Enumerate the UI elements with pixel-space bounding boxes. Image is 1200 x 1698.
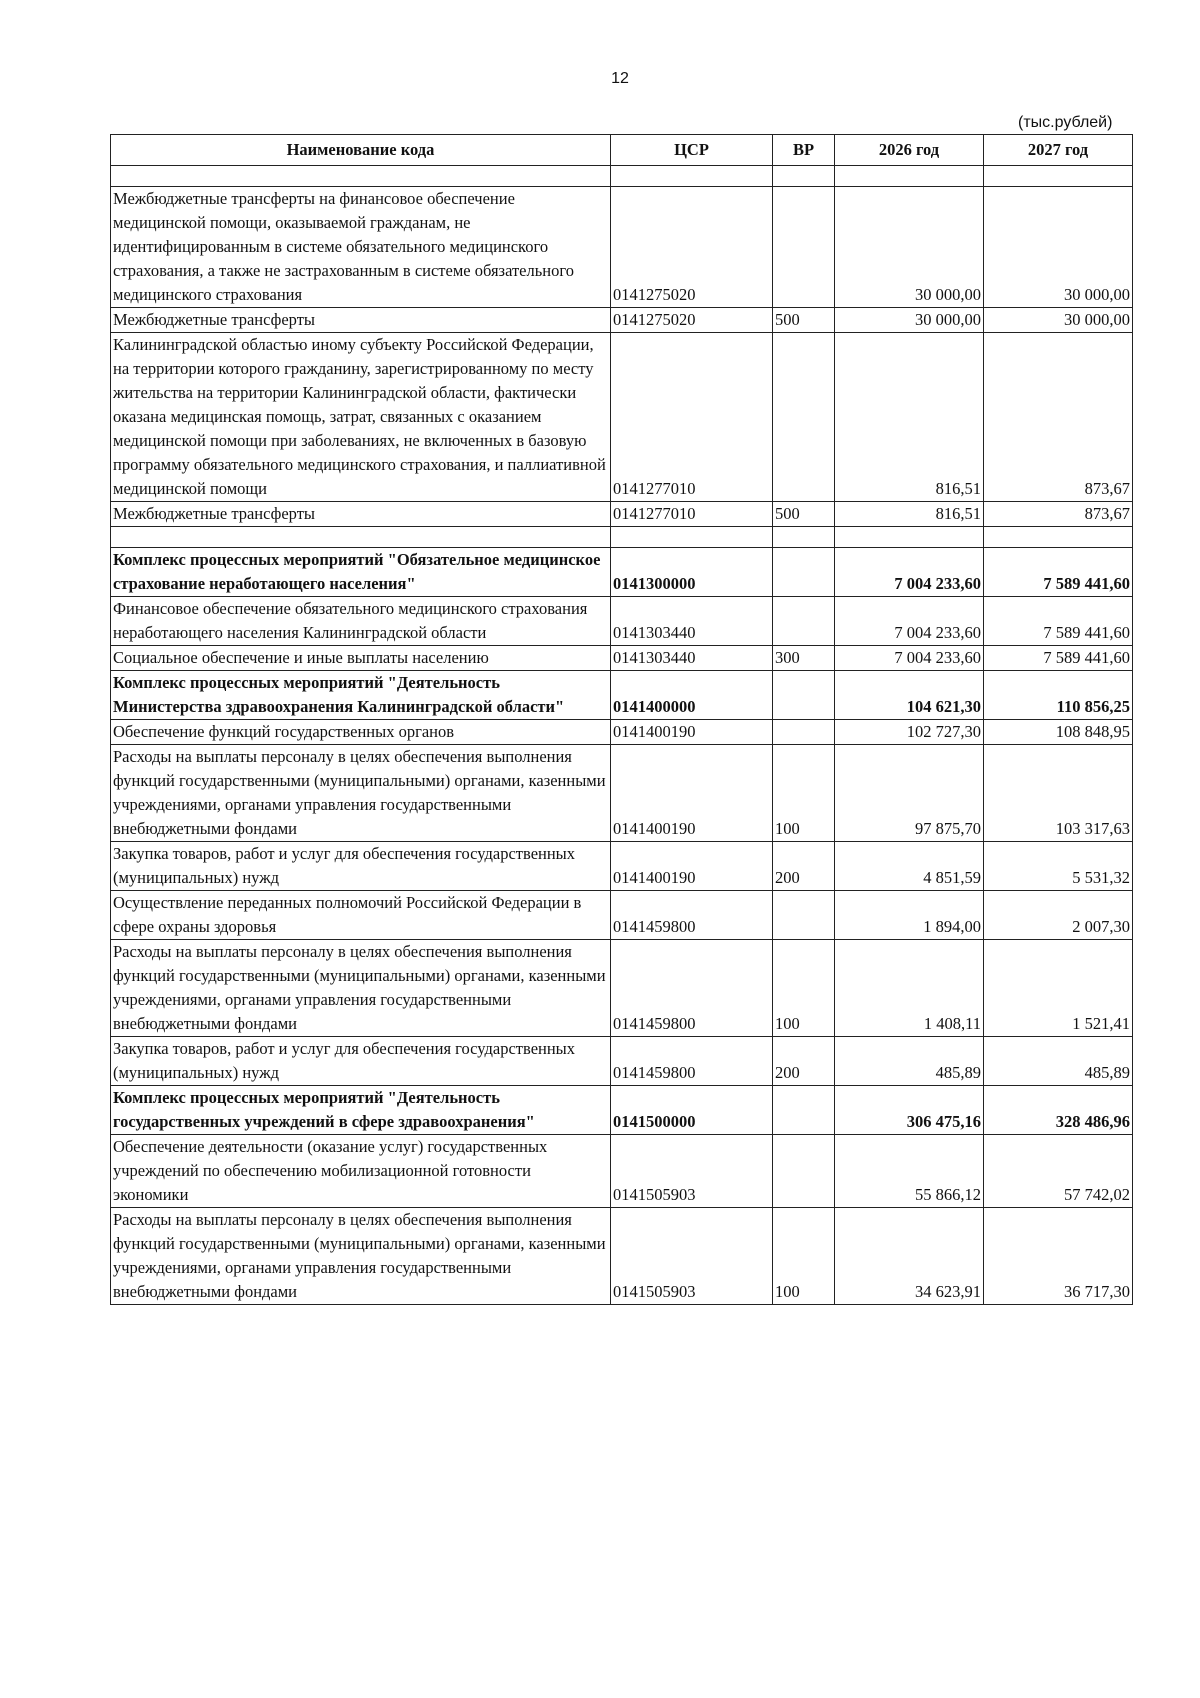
header-csr: ЦСР — [611, 135, 773, 166]
cell-vr: 500 — [773, 308, 835, 333]
cell-2026: 7 004 233,60 — [835, 548, 984, 597]
spacer-row — [111, 527, 1133, 548]
cell-2026: 816,51 — [835, 333, 984, 502]
cell-csr: 0141459800 — [611, 1037, 773, 1086]
spacer-row — [111, 166, 1133, 187]
cell-csr: 0141303440 — [611, 597, 773, 646]
cell-2027: 485,89 — [984, 1037, 1133, 1086]
cell-vr: 100 — [773, 1208, 835, 1305]
cell-name: Комплекс процессных мероприятий "Обязательное медицинское страхование неработающего населения" — [111, 548, 611, 597]
cell-csr: 0141400190 — [611, 720, 773, 745]
cell-vr — [773, 671, 835, 720]
table-row — [111, 187, 1133, 308]
table-body — [111, 166, 1133, 1305]
cell-vr — [773, 891, 835, 940]
cell-2027: 30 000,00 — [984, 308, 1133, 333]
cell-2027: 873,67 — [984, 502, 1133, 527]
table-row — [111, 720, 1133, 745]
table-row — [111, 333, 1133, 502]
cell-2027: 103 317,63 — [984, 745, 1133, 842]
table-row — [111, 940, 1133, 1037]
cell-csr: 0141275020 — [611, 308, 773, 333]
cell-vr: 200 — [773, 1037, 835, 1086]
cell-name: Межбюджетные трансферты — [111, 308, 611, 333]
cell-name: Обеспечение функций государственных органов — [111, 720, 611, 745]
cell-2027: 7 589 441,60 — [984, 548, 1133, 597]
cell-2026: 1 408,11 — [835, 940, 984, 1037]
table-row — [111, 308, 1133, 333]
cell-name: Комплекс процессных мероприятий "Деятельность государственных учреждений в сфере здравоохранения" — [111, 1086, 611, 1135]
cell-vr — [773, 333, 835, 502]
cell-csr: 0141505903 — [611, 1135, 773, 1208]
cell-vr — [773, 1135, 835, 1208]
cell-2026: 104 621,30 — [835, 671, 984, 720]
cell-vr: 500 — [773, 502, 835, 527]
cell-name: Закупка товаров, работ и услуг для обеспечения государственных (муниципальных) нужд — [111, 842, 611, 891]
cell-2026: 816,51 — [835, 502, 984, 527]
cell-2027: 30 000,00 — [984, 187, 1133, 308]
cell-name: Межбюджетные трансферты на финансовое обеспечение медицинской помощи, оказываемой гражданам, не идентифицированным в системе обязательного медицинского страхования, а также не застрахованным в системе обязательного медицинского страхования — [111, 187, 611, 308]
header-vr: ВР — [773, 135, 835, 166]
cell-2026: 30 000,00 — [835, 187, 984, 308]
cell-2027: 110 856,25 — [984, 671, 1133, 720]
cell-name: Закупка товаров, работ и услуг для обеспечения государственных (муниципальных) нужд — [111, 1037, 611, 1086]
cell-2027: 1 521,41 — [984, 940, 1133, 1037]
cell-2027: 7 589 441,60 — [984, 597, 1133, 646]
cell-csr: 0141500000 — [611, 1086, 773, 1135]
cell-2026: 7 004 233,60 — [835, 597, 984, 646]
cell-2027: 5 531,32 — [984, 842, 1133, 891]
cell-2026: 102 727,30 — [835, 720, 984, 745]
table-row — [111, 1037, 1133, 1086]
header-2027: 2027 год — [984, 135, 1133, 166]
cell-name: Расходы на выплаты персоналу в целях обеспечения выполнения функций государственными (муниципальными) органами, казенными учреждениями, органами управления государственными внебюджетными фондами — [111, 745, 611, 842]
cell-name: Расходы на выплаты персоналу в целях обеспечения выполнения функций государственными (муниципальными) органами, казенными учреждениями, органами управления государственными внебюджетными фондами — [111, 1208, 611, 1305]
cell-vr: 100 — [773, 940, 835, 1037]
cell-2027: 2 007,30 — [984, 891, 1133, 940]
cell-2026: 55 866,12 — [835, 1135, 984, 1208]
table-row — [111, 502, 1133, 527]
cell-name: Межбюджетные трансферты — [111, 502, 611, 527]
cell-name: Калининградской областью иному субъекту Российской Федерации, на территории которого гражданину, зарегистрированному по месту жительства на территории Калининградской области, фактически оказана медицинская помощь, затрат, связанных с оказанием медицинской помощи при заболеваниях, не включенных в базовую программу обязательного медицинского страхования, и паллиативной медицинской помощи — [111, 333, 611, 502]
cell-2027: 36 717,30 — [984, 1208, 1133, 1305]
table-row — [111, 1135, 1133, 1208]
cell-vr — [773, 1086, 835, 1135]
cell-2026: 97 875,70 — [835, 745, 984, 842]
cell-2027: 108 848,95 — [984, 720, 1133, 745]
cell-2027: 328 486,96 — [984, 1086, 1133, 1135]
cell-csr: 0141400000 — [611, 671, 773, 720]
cell-2026: 485,89 — [835, 1037, 984, 1086]
header-2026: 2026 год — [835, 135, 984, 166]
table-row — [111, 646, 1133, 671]
cell-name: Осуществление переданных полномочий Российской Федерации в сфере охраны здоровья — [111, 891, 611, 940]
cell-csr: 0141459800 — [611, 891, 773, 940]
cell-2026: 34 623,91 — [835, 1208, 984, 1305]
cell-vr — [773, 187, 835, 308]
table-row — [111, 842, 1133, 891]
cell-2026: 4 851,59 — [835, 842, 984, 891]
cell-name: Расходы на выплаты персоналу в целях обеспечения выполнения функций государственными (муниципальными) органами, казенными учреждениями, органами управления государственными внебюджетными фондами — [111, 940, 611, 1037]
cell-2026: 306 475,16 — [835, 1086, 984, 1135]
cell-csr: 0141277010 — [611, 502, 773, 527]
cell-name: Обеспечение деятельности (оказание услуг) государственных учреждений по обеспечению мобилизационной готовности экономики — [111, 1135, 611, 1208]
cell-csr: 0141459800 — [611, 940, 773, 1037]
cell-name: Социальное обеспечение и иные выплаты населению — [111, 646, 611, 671]
cell-name: Финансовое обеспечение обязательного медицинского страхования неработающего населения Калининградской области — [111, 597, 611, 646]
cell-csr: 0141300000 — [611, 548, 773, 597]
cell-vr: 300 — [773, 646, 835, 671]
cell-csr: 0141277010 — [611, 333, 773, 502]
cell-2027: 7 589 441,60 — [984, 646, 1133, 671]
cell-vr: 200 — [773, 842, 835, 891]
units-label: (тыс.рублей) — [1018, 114, 1113, 131]
cell-vr — [773, 597, 835, 646]
table-row — [111, 671, 1133, 720]
table-header-row — [111, 135, 1133, 166]
cell-2026: 30 000,00 — [835, 308, 984, 333]
cell-2026: 1 894,00 — [835, 891, 984, 940]
table-row — [111, 1086, 1133, 1135]
cell-2027: 873,67 — [984, 333, 1133, 502]
cell-csr: 0141275020 — [611, 187, 773, 308]
header-name: Наименование кода — [111, 135, 611, 166]
cell-csr: 0141303440 — [611, 646, 773, 671]
table-row — [111, 548, 1133, 597]
cell-name: Комплекс процессных мероприятий "Деятельность Министерства здравоохранения Калининградской области" — [111, 671, 611, 720]
cell-csr: 0141400190 — [611, 842, 773, 891]
cell-vr: 100 — [773, 745, 835, 842]
cell-csr: 0141505903 — [611, 1208, 773, 1305]
table-row — [111, 597, 1133, 646]
page-number: 12 — [611, 70, 629, 87]
cell-2027: 57 742,02 — [984, 1135, 1133, 1208]
cell-csr: 0141400190 — [611, 745, 773, 842]
cell-vr — [773, 720, 835, 745]
table-row — [111, 745, 1133, 842]
table-row — [111, 891, 1133, 940]
cell-2026: 7 004 233,60 — [835, 646, 984, 671]
budget-table — [110, 134, 1133, 1305]
cell-vr — [773, 548, 835, 597]
table-row — [111, 1208, 1133, 1305]
